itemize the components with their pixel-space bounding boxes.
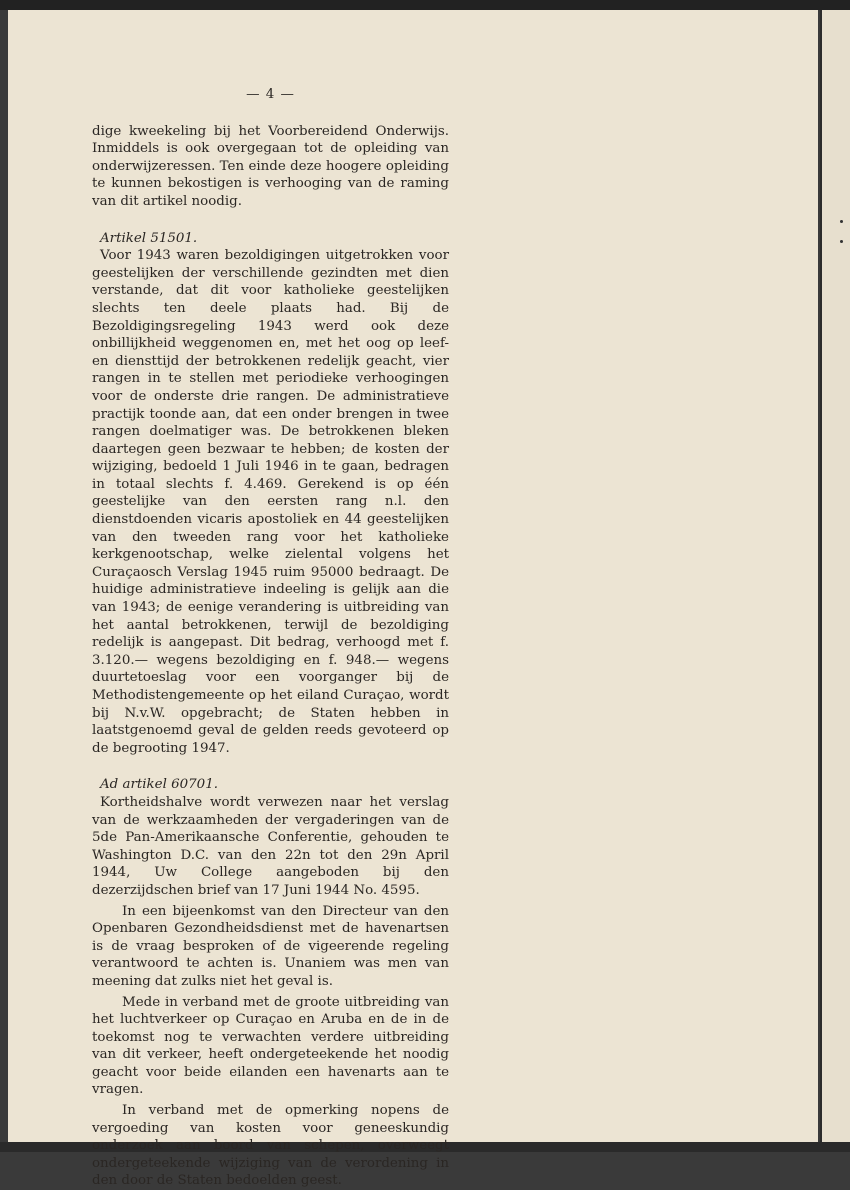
section-paragraph: In verband met de opmerking nopens de vergoeding van kosten voor geneeskundig onderzoek aan boord van schepen, overweegt ondergeteekende wijziging van de verordening in den door de Staten bedoelden geest. [92,1103,449,1189]
section-paragraph: Kortheidshalve wordt verwezen naar het verslag van de werkzaamheden der vergaderingen van de 5de Pan-Amerikaansche Conferentie, gehouden te Washington D.C. van den 22n tot den 29n April 1944, Uw College aangeboden bij den dezerzijdschen brief van 17 Juni 1944 No. 4595. [92,794,449,898]
section-body-artikel-51501: Voor 1943 waren bezoldigingen uitgetrokken voor geestelijken der verschillende gezindten met dien verstande, dat dit voor katholieke geestelijken slechts ten deele plaats had. Bij de Bezoldigingsregeling 1943 werd ook deze onbillijkheid weggenomen en, met het oog op leef- en diensttijd der betrokkenen redelijk geacht, vier rangen in te stellen met periodieke verhoogingen voor de onderste drie rangen. De administratieve practijk toonde aan, dat een onder brengen in twee rangen doelmatiger was. De betrokkenen bleken daartegen geen bezwaar te hebben; de kosten der wijziging, bedoeld 1 Juli 1946 in te gaan, bedragen in totaal slechts f. 4.469. Gerekend is op één geestelijke van den eersten rang n.l. den dienstdoenden vicaris apostoliek en 44 geestelijken van den tweeden rang voor het katholieke kerkgenootschap, welke zielental volgens het Curaçaosch Verslag 1945 ruim 95000 bedraagt. De huidige administratieve indeeling is gelijk aan die van 1943; de eenige verandering is uitbreiding van het aantal betrokkenen, terwijl de bezoldiging redelijk is aangepast. Dit bedrag, verhoogd met f. 3.120.— wegens bezoldiging en f. 948.— wegens duurtetoeslag voor een voorganger bij de Methodistengemeente op het eiland Curaçao, wordt bij N.v.W. opgebracht; de Staten hebben in laatstgenoemd geval de gelden reeds gevoteerd op de begrooting 1947. [92,248,449,756]
section-heading-ad-artikel-60701: Ad artikel 60701. [100,777,218,793]
intro-paragraph: dige kweekeling bij het Voorbereidend Onderwijs. Inmiddels is ook overgegaan tot de opleiding van onderwijzeressen. Ten einde deze hoogere opleiding te kunnen bekostigen is verhooging van de raming van dit artikel noodig. [92,123,449,209]
margin-mark [840,240,843,243]
section-heading-artikel-51501: Artikel 51501. [100,230,198,246]
adjacent-page-edge [820,10,850,1142]
margin-mark [840,220,843,223]
page-text [92,86,449,1190]
section-paragraph: Mede in verband met de groote uitbreiding van het luchtverkeer op Curaçao en Aruba en de in de toekomst nog te verwachten verdere uitbreiding van dit verkeer, heeft ondergeteekende het noodig geacht voor beide eilanden een havenarts aan te vragen. [92,994,449,1098]
page-number: — 4 — [246,87,295,102]
section-paragraph: In een bijeenkomst van den Directeur van den Openbaren Gezondheidsdienst met de havenartsen is de vraag besproken of de vigeerende regeling verantwoord te achten is. Unaniem was men van meening dat zulks niet het geval is. [92,903,449,989]
scan-top-border [0,0,850,10]
